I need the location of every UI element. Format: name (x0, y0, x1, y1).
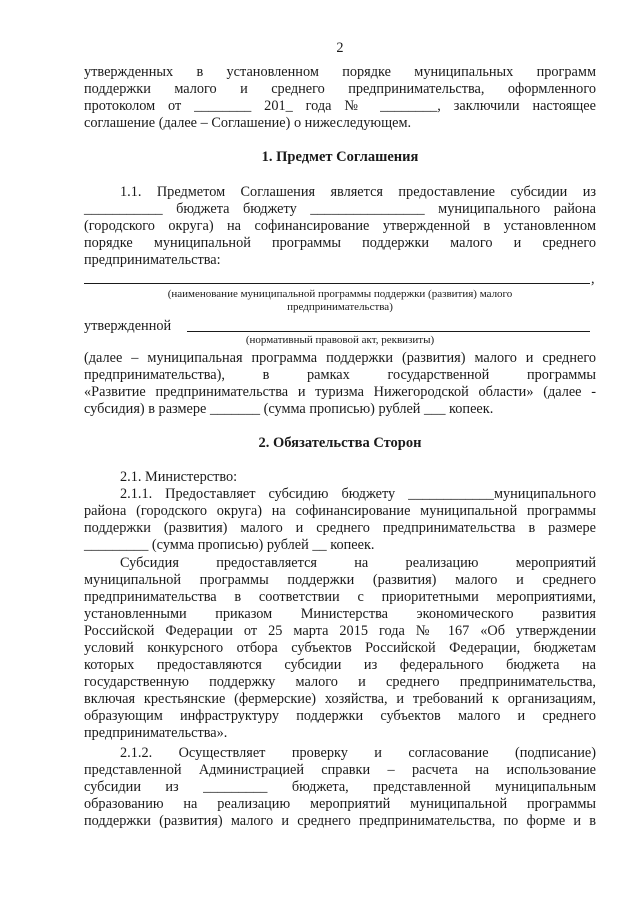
s2-subsidy-line-9: включая крестьянские (фермерские) хозяйства, и требований к организациям, (84, 691, 596, 707)
s2-subsidy-line-8: государственную поддержку малого и среднего предпринимательства, (84, 674, 596, 690)
s2-p211-line-2: района (городского округа) на софинансирование муниципальной программы (84, 503, 596, 519)
s2-subsidy-line-7: которых предоставляются субсидии из федерального бюджета на (84, 657, 596, 673)
s1-p1-line-1: 1.1. Предметом Соглашения является предоставление субсидии из (120, 184, 596, 200)
caption-program-line-2: предпринимательства) (287, 301, 393, 313)
s2-subsidy-line-4: установленными приказом Министерства экономического развития (84, 606, 596, 622)
s2-p211-line-4: _________ (сумма прописью) рублей __ копеек. (84, 537, 375, 553)
intro-line-1: утвержденных в установленном порядке муниципальных программ (84, 64, 596, 80)
section-1-title: 1. Предмет Соглашения (261, 149, 419, 165)
s2-subsidy-line-11: предпринимательства». (84, 725, 228, 741)
s1-p2-line-1: (далее – муниципальная программа поддержки (развития) малого и среднего (84, 350, 596, 366)
s2-subsidy-line-5: Российской Федерации от 25 марта 2015 года № 167 «Об утверждении (84, 623, 596, 639)
s1-p1-line-4: порядке муниципальной программы поддержки малого и среднего (84, 235, 596, 251)
intro-line-4: соглашение (далее – Соглашение) о нижеследующем. (84, 115, 412, 131)
approved-act-blank (187, 331, 590, 332)
s1-p2-line-2: предпринимательства), в рамках государственной программы (84, 367, 596, 383)
intro-line-2: поддержки малого и среднего предпринимательства, оформленного (84, 81, 596, 97)
intro-line-3: протоколом от ________ 201_ года № ________, заключили настоящее (84, 98, 596, 114)
s2-p212-line-4: образованию на реализацию мероприятий муниципальной программы (84, 796, 596, 812)
program-blank-comma: , (591, 271, 595, 287)
s2-subsidy-line-2: муниципальной программы поддержки (развития) малого и среднего (84, 572, 596, 588)
s1-p1-line-5: предпринимательства: (84, 252, 221, 268)
s2-subsidy-line-3: предпринимательства в соответствии с приоритетными мероприятиями, (84, 589, 596, 605)
s2-p212-line-1: 2.1.2. Осуществляет проверку и согласование (подписание) (120, 745, 596, 761)
s1-p1-line-3: (городского округа) на софинансирование утвержденной в установленном (84, 218, 596, 234)
s2-p211-line-3: поддержки (развития) малого и среднего предпринимательства в размере (84, 520, 596, 536)
caption-program-line-1: (наименование муниципальной программы поддержки (развития) малого (167, 288, 513, 300)
s1-p2-line-3: «Развитие предпринимательства и туризма Нижегородской области» (далее - (84, 384, 596, 400)
s2-subsidy-line-6: условий конкурсного отбора субъектов Российской Федерации, бюджетам (84, 640, 596, 656)
s2-p212-line-5: поддержки (развития) малого и среднего предпринимательства, по форме и в (84, 813, 596, 829)
s2-p212-line-3: субсидии из _________ бюджета, представленной муниципальным (84, 779, 596, 795)
program-name-blank (84, 283, 590, 284)
caption-act: (нормативный правовой акт, реквизиты) (245, 334, 435, 346)
s2-p212-line-2: представленной Администрацией справки – расчета на использование (84, 762, 596, 778)
s2-clause-2-1: 2.1. Министерство: (120, 469, 238, 485)
section-2-title: 2. Обязательства Сторон (258, 435, 422, 451)
s2-subsidy-line-10: образующим инфраструктуру поддержки субъектов малого и среднего (84, 708, 596, 724)
s1-p1-line-2: ___________ бюджета бюджету ________________ муниципального района (84, 201, 596, 217)
s2-p211-line-1: 2.1.1. Предоставляет субсидию бюджету ____________муниципального (120, 486, 596, 502)
s1-p2-line-4: субсидия) в размере _______ (сумма прописью) рублей ___ копеек. (84, 401, 494, 417)
approved-label: утвержденной (84, 318, 172, 334)
s2-subsidy-line-1: Субсидия предоставляется на реализацию мероприятий (120, 555, 596, 571)
page-number: 2 (336, 40, 344, 56)
